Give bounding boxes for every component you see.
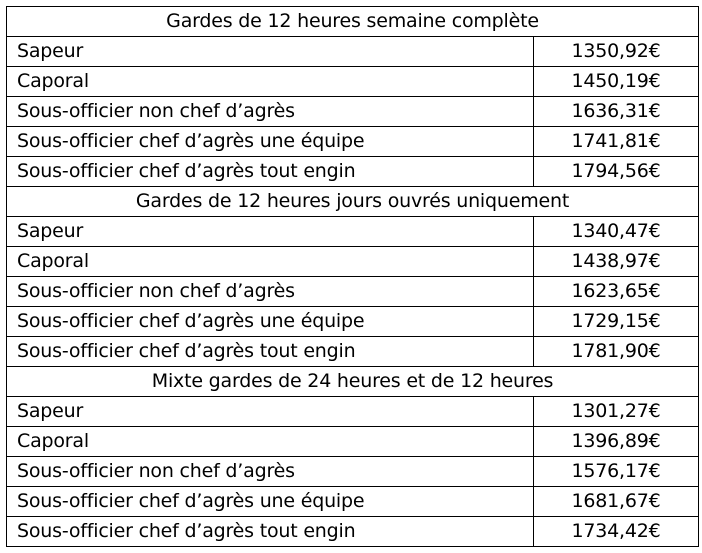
amount-value: 1340,47€ bbox=[534, 217, 699, 247]
table-row bbox=[7, 97, 699, 127]
rank-label: Sapeur bbox=[7, 217, 534, 247]
table-row bbox=[7, 307, 699, 337]
section-header-row bbox=[7, 187, 699, 217]
rank-label: Caporal bbox=[7, 67, 534, 97]
amount-value: 1438,97€ bbox=[534, 247, 699, 277]
rank-label: Sous-officier chef d’agrès une équipe bbox=[7, 487, 534, 517]
rank-label: Sous-officier non chef d’agrès bbox=[7, 97, 534, 127]
section-header-row bbox=[7, 7, 699, 37]
rank-label: Sous-officier non chef d’agrès bbox=[7, 277, 534, 307]
salary-table bbox=[6, 6, 699, 547]
table-row bbox=[7, 277, 699, 307]
amount-value: 1576,17€ bbox=[534, 457, 699, 487]
rank-label: Sous-officier chef d’agrès une équipe bbox=[7, 307, 534, 337]
rank-label: Sous-officier chef d’agrès une équipe bbox=[7, 127, 534, 157]
amount-value: 1741,81€ bbox=[534, 127, 699, 157]
rank-label: Sous-officier chef d’agrès tout engin bbox=[7, 157, 534, 187]
table-row bbox=[7, 337, 699, 367]
section-title: Mixte gardes de 24 heures et de 12 heures bbox=[7, 367, 699, 397]
amount-value: 1681,67€ bbox=[534, 487, 699, 517]
rank-label: Caporal bbox=[7, 247, 534, 277]
rank-label: Sous-officier chef d’agrès tout engin bbox=[7, 517, 534, 547]
rank-label: Sapeur bbox=[7, 397, 534, 427]
amount-value: 1794,56€ bbox=[534, 157, 699, 187]
rank-label: Sous-officier non chef d’agrès bbox=[7, 457, 534, 487]
table-row bbox=[7, 217, 699, 247]
amount-value: 1781,90€ bbox=[534, 337, 699, 367]
rank-label: Caporal bbox=[7, 427, 534, 457]
table-row bbox=[7, 457, 699, 487]
amount-value: 1450,19€ bbox=[534, 67, 699, 97]
amount-value: 1301,27€ bbox=[534, 397, 699, 427]
amount-value: 1396,89€ bbox=[534, 427, 699, 457]
table-row bbox=[7, 427, 699, 457]
section-header-row bbox=[7, 367, 699, 397]
section-title: Gardes de 12 heures jours ouvrés uniquement bbox=[7, 187, 699, 217]
table-row bbox=[7, 127, 699, 157]
rank-label: Sous-officier chef d’agrès tout engin bbox=[7, 337, 534, 367]
table-row bbox=[7, 37, 699, 67]
amount-value: 1350,92€ bbox=[534, 37, 699, 67]
amount-value: 1734,42€ bbox=[534, 517, 699, 547]
table-row bbox=[7, 487, 699, 517]
table-row bbox=[7, 397, 699, 427]
table-row bbox=[7, 247, 699, 277]
table-row bbox=[7, 67, 699, 97]
salary-table-container bbox=[6, 6, 698, 547]
table-row bbox=[7, 157, 699, 187]
amount-value: 1623,65€ bbox=[534, 277, 699, 307]
table-row bbox=[7, 517, 699, 547]
amount-value: 1636,31€ bbox=[534, 97, 699, 127]
section-title: Gardes de 12 heures semaine complète bbox=[7, 7, 699, 37]
rank-label: Sapeur bbox=[7, 37, 534, 67]
amount-value: 1729,15€ bbox=[534, 307, 699, 337]
